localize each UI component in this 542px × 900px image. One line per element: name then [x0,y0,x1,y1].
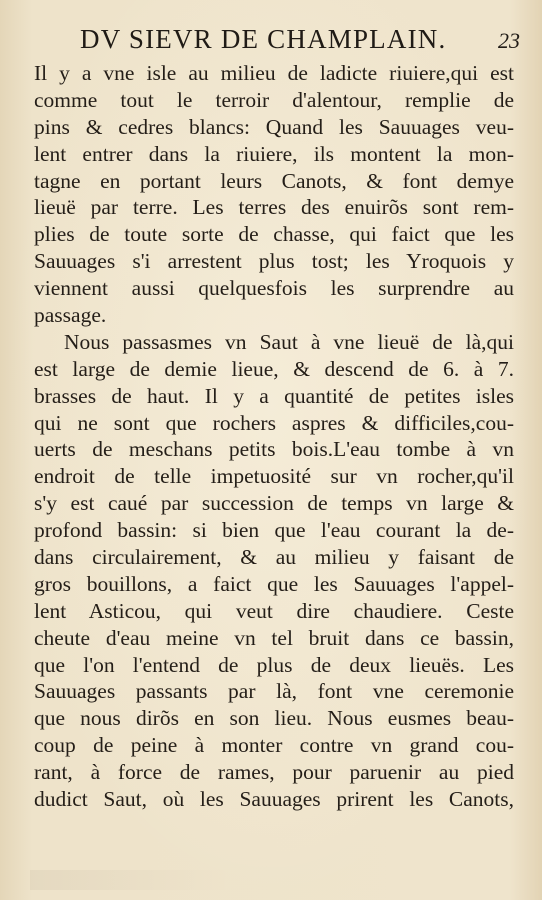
text-line: que nous dirõs en son lieu. Nous eusmes beau- [34,706,514,731]
text-line: cheute d'eau meine vn tel bruit dans ce bassin, [34,625,514,650]
text-line: tagne en portant leurs Canots, & font demye [34,168,514,193]
text-line: gros bouillons, a faict que les Sauuages l'appel- [34,571,514,596]
running-title: DV SIEVR DE CHAMPLAIN. [80,24,447,54]
text-line: dudict Saut, où les Sauuages prirent les Canots, [34,787,514,812]
text-line: qui ne sont que rochers aspres & difficiles,cou- [34,410,514,435]
page-number: 23 [498,28,520,53]
text-line: dans circulairement, & au milieu y faisant de [34,545,514,570]
text-line: comme tout le terroir d'alentour, remplie de [34,87,514,112]
text-line: Il y a vne isle au milieu de ladicte riuiere,qui est [34,61,514,85]
text-line: s'y est caué par succession de temps vn large & [34,491,514,516]
body-text [34,60,514,813]
text-line: endroit de telle impetuosité sur vn rocher,qu'il [34,464,514,489]
text-line: profond bassin: si bien que l'eau courant la de- [34,518,514,543]
text-line: coup de peine à monter contre vn grand cou- [34,733,514,758]
text-line: rant, à force de rames, pour paruenir au pied [34,760,514,785]
text-line: que l'on l'entend de plus de deux lieuës. Les [34,652,514,677]
text-line: Sauuages s'i arrestent plus tost; les Yroquois y [34,249,514,274]
text-line: brasses de haut. Il y a quantité de petites isles [34,383,514,408]
text-line: lieuë par terre. Les terres des enuirõs sont rem- [34,195,514,220]
text-line: pins & cedres blancs: Quand les Sauuages veu- [34,114,514,139]
text-line: uerts de meschans petits bois.L'eau tombe à vn [34,437,514,462]
text-line: plies de toute sorte de chasse, qui faict que les [34,222,514,247]
text-line: lent Asticou, qui veut dire chaudiere. Ceste [34,598,514,623]
show-through-shadow [30,870,230,890]
text-line: Sauuages passants par là, font vne ceremonie [34,679,514,704]
text-line: est large de demie lieue, & descend de 6. à 7. [34,356,514,381]
page-header [80,22,520,56]
text-line: lent entrer dans la riuiere, ils montent la mon- [34,141,514,166]
text-line: viennent aussi quelquesfois les surprendre au [34,276,514,301]
text-line: passage. [34,303,107,328]
text-line: Nous passasmes vn Saut à vne lieuë de là,qui [64,329,514,354]
